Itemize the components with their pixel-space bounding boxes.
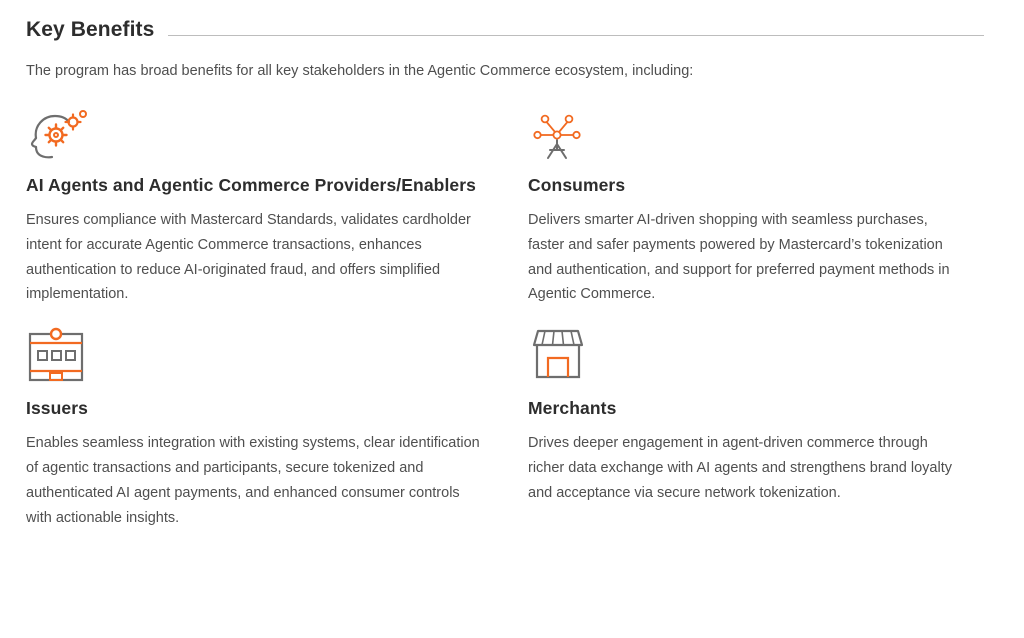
section-header xyxy=(26,18,984,42)
benefit-title: Consumers xyxy=(528,175,626,196)
storefront-icon xyxy=(528,327,962,383)
benefit-body: Ensures compliance with Mastercard Standards, validates cardholder intent for accurate Agentic Commerce transactions, enhances authentication to reduce AI-originated fraud, and offers simplified implementation. xyxy=(26,211,471,303)
benefit-body: Delivers smarter AI-driven shopping with seamless purchases, faster and safer payments powered by Mastercard’s tokenization and authentication, and support for preferred payment methods in Agentic Commerce. xyxy=(528,211,950,303)
consumer-network-person-icon xyxy=(528,104,962,160)
bank-building-icon xyxy=(26,327,506,383)
page-title: Key Benefits xyxy=(26,18,155,41)
benefit-title: AI Agents and Agentic Commerce Providers/Enablers xyxy=(26,175,476,196)
benefit-title: Merchants xyxy=(528,398,617,419)
ai-head-gears-icon xyxy=(26,104,506,160)
benefit-body: Enables seamless integration with existing systems, clear identification of agentic transactions and participants, secure tokenized and authenticated AI agent payments, and enhanced consumer controls with actionable insights. xyxy=(26,435,480,526)
benefits-grid xyxy=(26,104,984,531)
benefit-card-issuers xyxy=(26,327,528,530)
benefit-body: Drives deeper engagement in agent-driven commerce through richer data exchange with AI agents and strengthens brand loyalty and acceptance via secure network tokenization. xyxy=(528,435,952,501)
benefit-card-merchants xyxy=(528,327,984,530)
title-divider xyxy=(168,35,984,36)
benefit-card-ai-agents xyxy=(26,104,528,307)
benefit-title: Issuers xyxy=(26,398,88,419)
section-intro: The program has broad benefits for all key stakeholders in the Agentic Commerce ecosystem, including: xyxy=(26,63,694,79)
benefit-card-consumers xyxy=(528,104,984,307)
